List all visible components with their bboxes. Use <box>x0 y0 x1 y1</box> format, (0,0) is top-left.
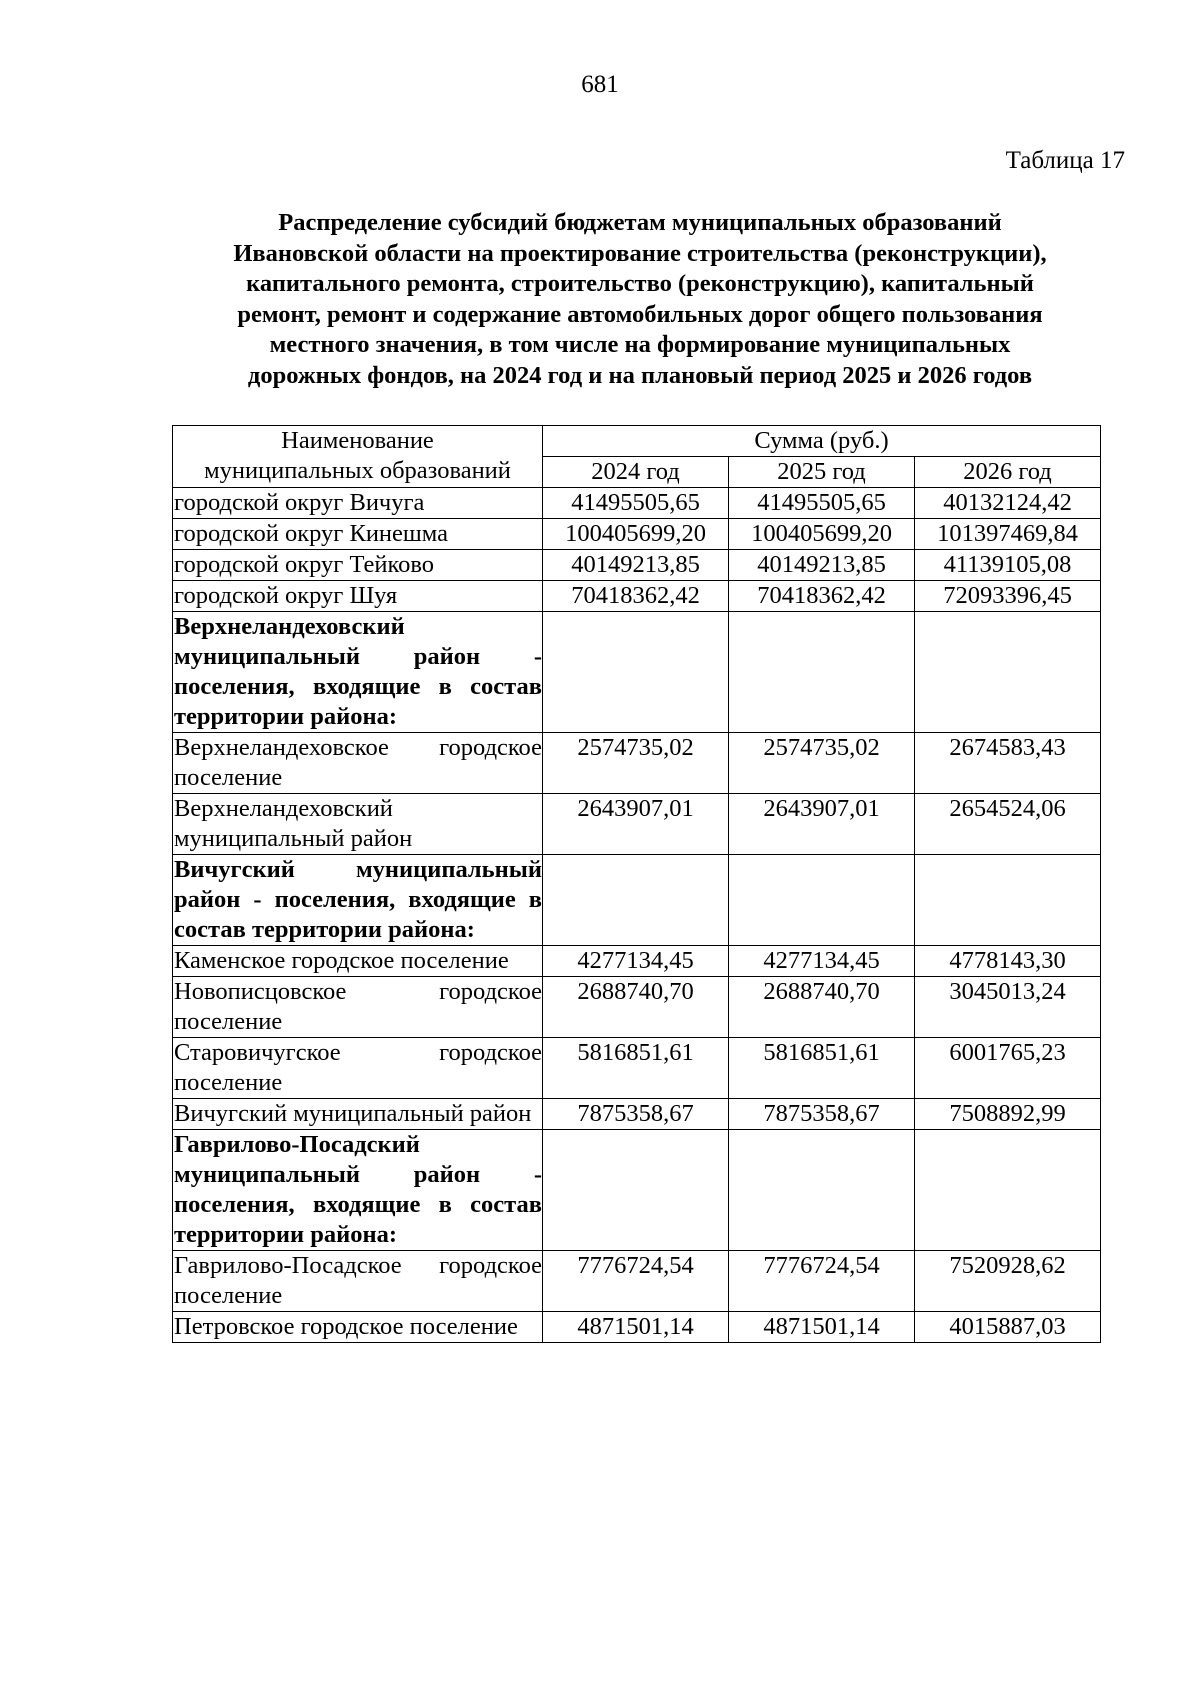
table-row <box>173 1099 1101 1130</box>
amount-cell-2024: 7875358,67 <box>543 1099 729 1130</box>
amount-cell-2026: 7508892,99 <box>915 1099 1101 1130</box>
amount-cell-2026: 2654524,06 <box>915 794 1101 855</box>
amount-cell-2025: 7875358,67 <box>729 1099 915 1130</box>
amount-cell-2026: 4015887,03 <box>915 1312 1101 1343</box>
title-line: дорожных фондов, на 2024 год и на плановый период 2025 и 2026 годов <box>247 361 1033 389</box>
table-row <box>173 946 1101 977</box>
table-header-row <box>173 426 1101 457</box>
title-line: капитального ремонта, строительство (реконструкцию), капитальный <box>246 270 1034 297</box>
year-header-2024: 2024 год <box>543 457 729 488</box>
amount-cell-2024: 2643907,01 <box>543 794 729 855</box>
amount-cell-2025: 2574735,02 <box>729 733 915 794</box>
table-group-row <box>173 1130 1101 1251</box>
amount-cell-2024: 4871501,14 <box>543 1312 729 1343</box>
document-title <box>160 208 1120 391</box>
amount-cell-2026: 40132124,42 <box>915 488 1101 519</box>
table-row <box>173 519 1101 550</box>
sum-column-header: Сумма (руб.) <box>543 426 1101 457</box>
amount-cell-2024: 70418362,42 <box>543 581 729 612</box>
table-row <box>173 794 1101 855</box>
title-line: Ивановской области на проектирование строительства (реконструкции), <box>233 239 1047 267</box>
municipality-name-cell: Старовичугское городское поселение <box>173 1038 543 1099</box>
amount-cell-2024: 100405699,20 <box>543 519 729 550</box>
municipality-name-cell: Петровское городское поселение <box>173 1312 543 1343</box>
municipality-name-cell: Верхнеландеховский муниципальный район <box>173 794 543 855</box>
amount-cell-2026: 72093396,45 <box>915 581 1101 612</box>
municipality-name-cell: городской округ Тейково <box>173 550 543 581</box>
name-header-line: Наименование <box>281 427 434 454</box>
amount-cell-2025: 100405699,20 <box>729 519 915 550</box>
table-row <box>173 1312 1101 1343</box>
municipality-name-cell: городской округ Шуя <box>173 581 543 612</box>
municipality-name-cell: городской округ Кинешма <box>173 519 543 550</box>
table-row <box>173 733 1101 794</box>
amount-cell-2024: 5816851,61 <box>543 1038 729 1099</box>
amount-cell-2025: 4871501,14 <box>729 1312 915 1343</box>
amount-cell-2026: 7520928,62 <box>915 1251 1101 1312</box>
name-column-header <box>173 426 543 488</box>
municipality-name-cell: Новописцовское городское поселение <box>173 977 543 1038</box>
table-row <box>173 581 1101 612</box>
amount-cell-2025: 5816851,61 <box>729 1038 915 1099</box>
amount-cell-2024 <box>543 855 729 946</box>
amount-cell-2025 <box>729 1130 915 1251</box>
amount-cell-2026: 4778143,30 <box>915 946 1101 977</box>
amount-cell-2025: 2688740,70 <box>729 977 915 1038</box>
year-header-2026: 2026 год <box>915 457 1101 488</box>
amount-cell-2026 <box>915 855 1101 946</box>
amount-cell-2024: 7776724,54 <box>543 1251 729 1312</box>
amount-cell-2025: 7776724,54 <box>729 1251 915 1312</box>
table-body <box>173 426 1101 1343</box>
amount-cell-2024: 4277134,45 <box>543 946 729 977</box>
municipality-name-cell: городской округ Вичуга <box>173 488 543 519</box>
table-row <box>173 1038 1101 1099</box>
amount-cell-2025 <box>729 612 915 733</box>
municipality-name-cell: Вичугский муниципальный район <box>173 1099 543 1130</box>
name-header-line: муниципальных образований <box>204 457 511 484</box>
amount-cell-2024 <box>543 1130 729 1251</box>
table-row <box>173 1251 1101 1312</box>
amount-cell-2025 <box>729 855 915 946</box>
table-row <box>173 550 1101 581</box>
year-header-2025: 2025 год <box>729 457 915 488</box>
amount-cell-2025: 41495505,65 <box>729 488 915 519</box>
municipality-name-cell: Верхнеландеховский муниципальный район - поселения, входящие в состав территории района: <box>173 612 543 733</box>
municipality-name-cell: Вичугский муниципальный район - поселения, входящие в состав территории района: <box>173 855 543 946</box>
municipality-name-cell: Гаврилово-Посадское городское поселение <box>173 1251 543 1312</box>
subsidy-table <box>172 425 1101 1343</box>
amount-cell-2025: 70418362,42 <box>729 581 915 612</box>
table-row <box>173 488 1101 519</box>
amount-cell-2025: 2643907,01 <box>729 794 915 855</box>
amount-cell-2024: 2574735,02 <box>543 733 729 794</box>
amount-cell-2025: 40149213,85 <box>729 550 915 581</box>
title-line: местного значения, в том числе на формирование муниципальных <box>269 331 1011 358</box>
municipality-name-cell: Верхнеландеховское городское поселение <box>173 733 543 794</box>
amount-cell-2025: 4277134,45 <box>729 946 915 977</box>
page-number: 681 <box>581 71 619 98</box>
amount-cell-2024: 40149213,85 <box>543 550 729 581</box>
table-label: Таблица 17 <box>1005 147 1125 174</box>
amount-cell-2024: 41495505,65 <box>543 488 729 519</box>
municipality-name-cell: Гаврилово-Посадский муниципальный район - поселения, входящие в состав территории района: <box>173 1130 543 1251</box>
table-group-row <box>173 855 1101 946</box>
amount-cell-2026: 101397469,84 <box>915 519 1101 550</box>
title-line: ремонт, ремонт и содержание автомобильных дорог общего пользования <box>237 300 1043 328</box>
municipality-name-cell: Каменское городское поселение <box>173 946 543 977</box>
amount-cell-2026: 3045013,24 <box>915 977 1101 1038</box>
table-group-row <box>173 612 1101 733</box>
amount-cell-2024: 2688740,70 <box>543 977 729 1038</box>
table-row <box>173 977 1101 1038</box>
amount-cell-2026 <box>915 612 1101 733</box>
amount-cell-2026 <box>915 1130 1101 1251</box>
amount-cell-2026: 41139105,08 <box>915 550 1101 581</box>
amount-cell-2026: 6001765,23 <box>915 1038 1101 1099</box>
amount-cell-2024 <box>543 612 729 733</box>
amount-cell-2026: 2674583,43 <box>915 733 1101 794</box>
title-line: Распределение субсидий бюджетам муниципальных образований <box>278 209 1002 236</box>
